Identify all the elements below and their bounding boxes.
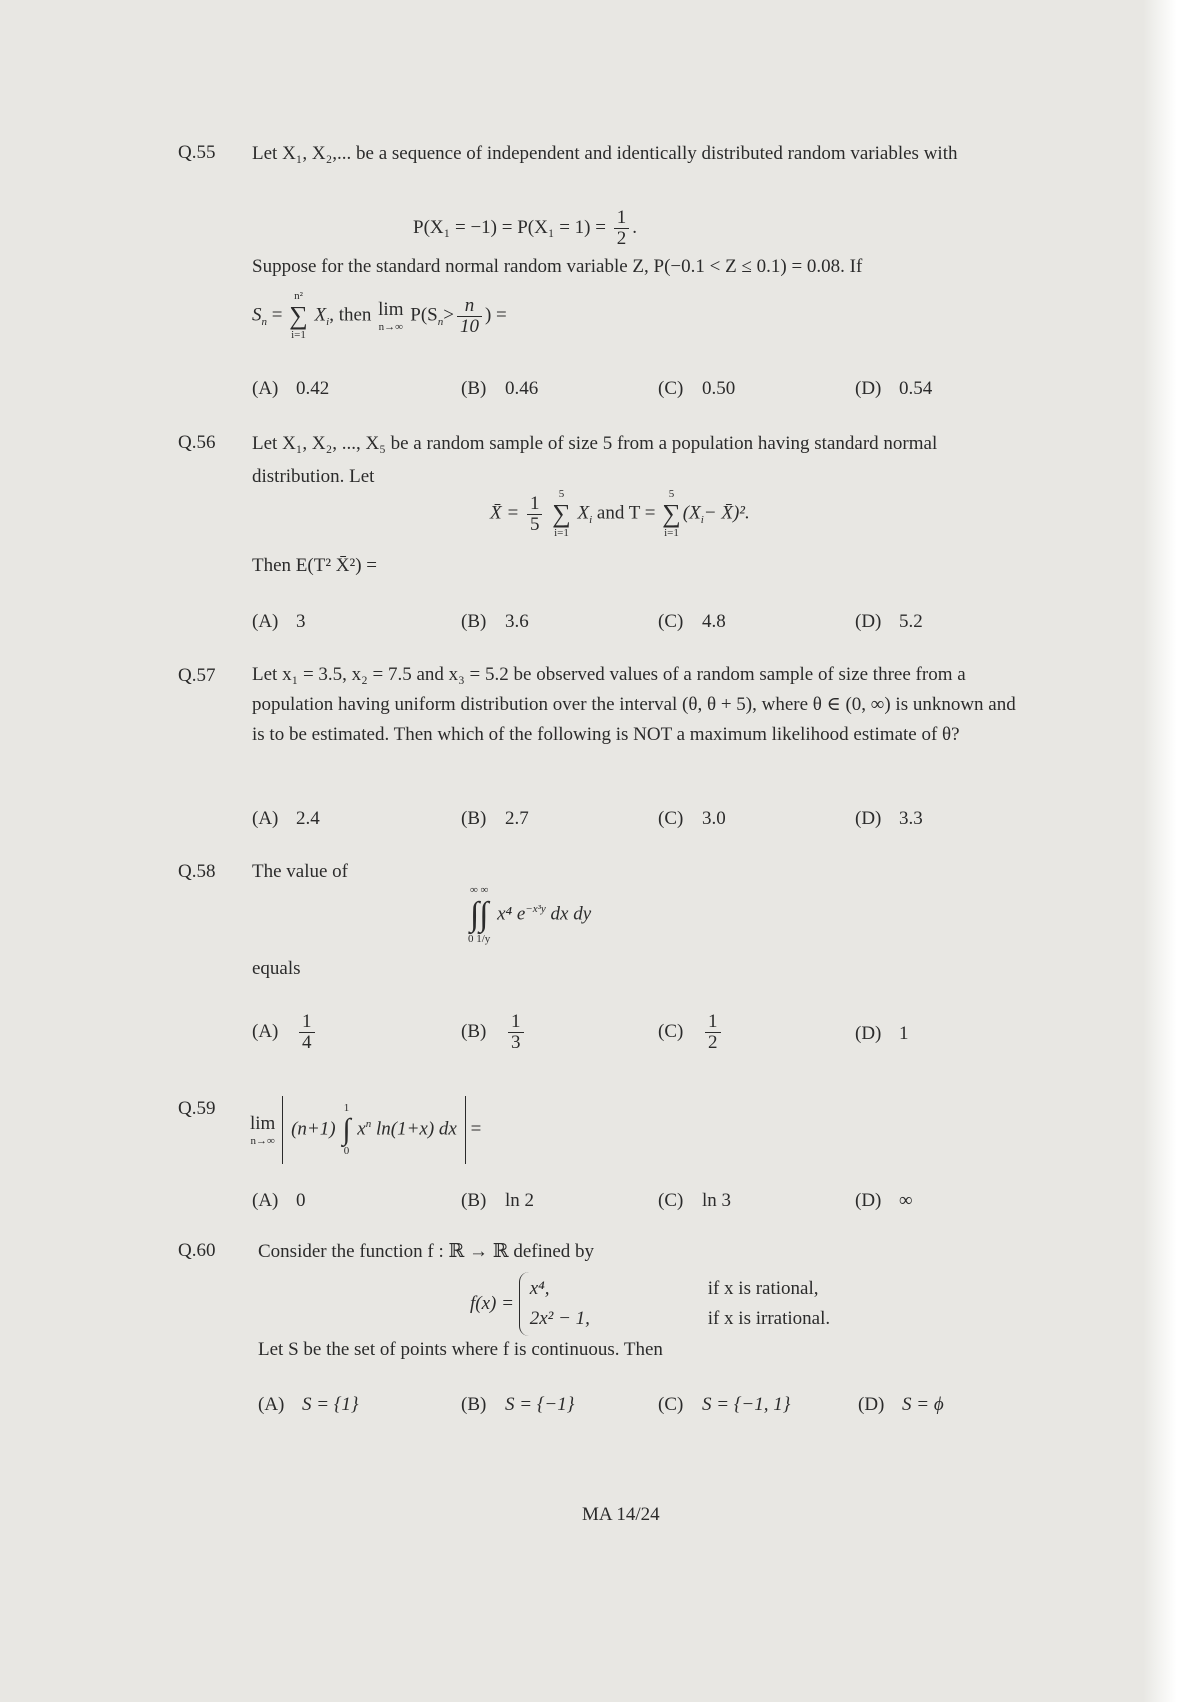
sub-i: i <box>700 514 704 527</box>
question-text-line: Suppose for the standard normal random variable Z, P(−0.1 < Z ≤ 0.1) = 0.08. If <box>252 256 863 277</box>
option-text: ln 2 <box>505 1190 535 1211</box>
integrand: x⁴ e <box>497 903 526 925</box>
prob-text: P(S <box>410 304 438 326</box>
equals-text: equals <box>252 958 301 979</box>
integral-icon: ∫∫ <box>469 896 489 933</box>
option-label: (D) <box>855 378 882 399</box>
var-s: S <box>252 304 262 326</box>
option-d[interactable] <box>855 378 932 400</box>
denominator: 4 <box>302 1032 312 1053</box>
summation <box>662 488 681 540</box>
sigma-icon: ∑ <box>552 499 571 528</box>
integral-icon: ∫ <box>342 1113 351 1146</box>
display-equation <box>490 488 750 540</box>
option-b[interactable] <box>461 1012 527 1053</box>
exponent: −x³y <box>525 903 546 916</box>
case-cond: if x is irrational. <box>707 1308 831 1329</box>
bracket-group <box>282 1096 466 1164</box>
equals-sign: = <box>271 304 283 326</box>
option-b[interactable] <box>461 378 538 400</box>
int-upper: 1 <box>343 1102 350 1114</box>
var-x: (X <box>682 502 701 524</box>
limit <box>378 299 403 334</box>
var-x: x <box>357 1118 366 1140</box>
option-c[interactable] <box>658 1190 731 1212</box>
option-text: 2.4 <box>296 808 320 829</box>
limit-expression <box>252 290 507 342</box>
numerator: n <box>457 296 482 317</box>
option-text: 2.7 <box>505 808 529 829</box>
option-text: 0 <box>296 1190 306 1211</box>
option-d[interactable] <box>855 611 923 633</box>
sum-lower: i=1 <box>664 527 679 539</box>
question-intro: The value of <box>252 861 349 882</box>
integral-limits <box>342 1102 350 1158</box>
option-text: 0.50 <box>702 378 736 399</box>
option-label: (B) <box>461 808 487 829</box>
limit <box>250 1113 275 1148</box>
sub-i: i <box>589 514 593 527</box>
option-label: (A) <box>252 611 279 632</box>
option-label: (D) <box>855 808 882 829</box>
question-number: Q.58 <box>178 861 216 882</box>
function-name: f(x) = <box>470 1293 514 1314</box>
option-a[interactable] <box>252 1012 318 1053</box>
sum-upper: n² <box>294 290 303 302</box>
option-label: (D) <box>855 1190 882 1211</box>
expr-end: − X̄)². <box>703 502 750 524</box>
option-d[interactable] <box>855 808 923 830</box>
option-a[interactable] <box>252 611 306 633</box>
option-text: S = {−1, 1} <box>702 1394 791 1415</box>
piecewise-function <box>470 1272 840 1336</box>
question-number: Q.55 <box>178 142 216 163</box>
numerator: 1 <box>527 494 543 515</box>
question-text: Let x₁ = 3.5, x₂ = 7.5 and x₃ = 5.2 be observed values of a random sample of size three from a population having uniform distribution over the interval (θ, θ + 5), where θ ∈ (0, ∞) is unknown and is to be estimated. Then which of the following is NOT a maximum likelihood estimate of θ? <box>252 664 1016 745</box>
option-c[interactable] <box>658 1012 724 1053</box>
option-text: 3.6 <box>505 611 529 632</box>
option-label: (C) <box>658 1020 684 1042</box>
lim-text: lim <box>250 1112 276 1134</box>
option-label: (C) <box>658 1394 684 1415</box>
option-label: (D) <box>855 1023 882 1044</box>
denominator: 10 <box>459 315 479 337</box>
numerator: 1 <box>508 1012 524 1033</box>
option-b[interactable] <box>461 1394 574 1416</box>
text-and: and T = <box>596 502 656 524</box>
option-b[interactable] <box>461 611 529 633</box>
fraction <box>705 1012 721 1053</box>
option-c[interactable] <box>658 808 726 830</box>
question-number: Q.59 <box>178 1098 216 1119</box>
option-text: 0.42 <box>296 378 330 399</box>
coefficient: (n+1) <box>291 1118 336 1140</box>
denominator: 2 <box>616 228 627 249</box>
sum-lower: i=1 <box>554 527 569 539</box>
option-label: (D) <box>855 611 882 632</box>
fraction <box>614 208 630 249</box>
option-text: S = {−1} <box>505 1394 575 1415</box>
sum-upper: 5 <box>558 488 565 500</box>
page-footer: MA 14/24 <box>582 1504 660 1525</box>
differentials: dx dy <box>550 903 592 925</box>
option-label: (B) <box>461 1394 487 1415</box>
numerator: 1 <box>705 1012 721 1033</box>
option-c[interactable] <box>658 1394 790 1416</box>
option-text: 3.0 <box>702 808 726 829</box>
option-text: 0.54 <box>899 378 933 399</box>
summation <box>289 290 308 342</box>
exponent: n <box>365 1118 372 1131</box>
option-b[interactable] <box>461 1190 534 1212</box>
var-x: X <box>314 304 327 326</box>
sum-upper: 5 <box>668 488 675 500</box>
fraction <box>299 1012 315 1053</box>
int-lower: 0 <box>343 1145 350 1157</box>
question-then: Let S be the set of points where f is continuous. Then <box>258 1339 663 1360</box>
int-lower: 0 1/y <box>468 933 491 945</box>
sigma-icon: ∑ <box>289 301 308 330</box>
fraction <box>457 296 482 337</box>
int-upper: ∞ ∞ <box>469 884 489 896</box>
question-number: Q.60 <box>178 1240 216 1261</box>
equals-sign: = <box>470 1118 482 1140</box>
option-text: 4.8 <box>702 611 726 632</box>
question-number: Q.56 <box>178 432 216 453</box>
option-label: (B) <box>461 378 487 399</box>
var-x: X <box>577 502 590 524</box>
option-text: 3.3 <box>899 808 923 829</box>
option-c[interactable] <box>658 611 726 633</box>
denominator: 2 <box>708 1032 718 1053</box>
option-label: (C) <box>658 1190 684 1211</box>
lim-sub: n→∞ <box>250 1134 275 1147</box>
option-a[interactable] <box>258 1394 359 1416</box>
option-text: S = {1} <box>302 1394 359 1415</box>
denominator: 5 <box>529 513 540 535</box>
question-then: Then E(T² X̄²) = <box>252 555 377 576</box>
sigma-icon: ∑ <box>662 499 681 528</box>
option-label: (A) <box>252 378 279 399</box>
option-text: 5.2 <box>899 611 923 632</box>
limit-expression <box>248 1096 481 1164</box>
option-label: (C) <box>658 808 684 829</box>
case-expr: 2x² − 1, <box>529 1308 590 1329</box>
option-text: 1 <box>899 1023 909 1044</box>
equation-text: P(X₁ = −1) = P(X₁ = 1) = <box>413 216 606 238</box>
option-text: ln 3 <box>702 1190 732 1211</box>
question-intro: Consider the function f : ℝ → ℝ defined by <box>258 1241 595 1262</box>
option-text: ∞ <box>899 1190 913 1211</box>
lim-text: lim <box>378 298 404 320</box>
option-label: (A) <box>252 1020 279 1042</box>
option-text: 3 <box>296 611 306 632</box>
option-text: 0.46 <box>505 378 539 399</box>
cases-brace <box>519 1272 840 1336</box>
option-d[interactable] <box>858 1394 944 1416</box>
display-equation <box>413 208 637 249</box>
integral-limits <box>468 884 490 946</box>
lim-sub: n→∞ <box>378 320 403 333</box>
xbar-def: X̄ = <box>490 502 520 524</box>
option-a[interactable] <box>252 378 329 400</box>
prob-end: ) = <box>484 304 507 326</box>
option-text: S = ϕ <box>902 1394 944 1415</box>
option-label: (B) <box>461 1020 487 1042</box>
sub-n: n <box>261 316 267 329</box>
option-d[interactable] <box>855 1190 913 1212</box>
fraction <box>527 494 543 535</box>
option-label: (A) <box>258 1394 285 1415</box>
case-2 <box>530 1304 830 1334</box>
case-1 <box>530 1274 830 1304</box>
option-b[interactable] <box>461 808 529 830</box>
sub-n: n <box>437 316 444 329</box>
option-label: (B) <box>461 1190 487 1211</box>
option-label: (C) <box>658 378 684 399</box>
gt-sign: > <box>443 304 454 326</box>
double-integral <box>466 884 591 946</box>
question-number: Q.57 <box>178 665 216 686</box>
option-label: (A) <box>252 1190 279 1211</box>
denominator: 3 <box>511 1032 521 1053</box>
option-label: (A) <box>252 808 279 829</box>
page-edge <box>1143 0 1177 1702</box>
case-expr: x⁴, <box>529 1278 550 1299</box>
option-a[interactable] <box>252 1190 306 1212</box>
sum-lower: i=1 <box>291 329 306 341</box>
question-intro: Let X₁, X₂, ..., X₅ be a random sample of size 5 from a population having standard normal distribution. Let <box>252 433 938 487</box>
fraction <box>508 1012 524 1053</box>
numerator: 1 <box>299 1012 315 1033</box>
question-intro: Let X₁, X₂,... be a sequence of independent and identically distributed random variables with <box>252 143 958 164</box>
case-cond: if x is rational, <box>707 1278 819 1299</box>
text-then: , then <box>329 304 372 326</box>
option-label: (C) <box>658 611 684 632</box>
option-label: (D) <box>858 1394 885 1415</box>
option-c[interactable] <box>658 378 735 400</box>
equation-end: . <box>632 216 637 238</box>
sub-i: i <box>326 316 330 329</box>
integrand: ln(1+x) dx <box>375 1118 457 1140</box>
option-a[interactable] <box>252 808 320 830</box>
option-label: (B) <box>461 611 487 632</box>
summation <box>552 488 571 540</box>
option-d[interactable] <box>855 1023 909 1045</box>
numerator: 1 <box>614 208 630 229</box>
